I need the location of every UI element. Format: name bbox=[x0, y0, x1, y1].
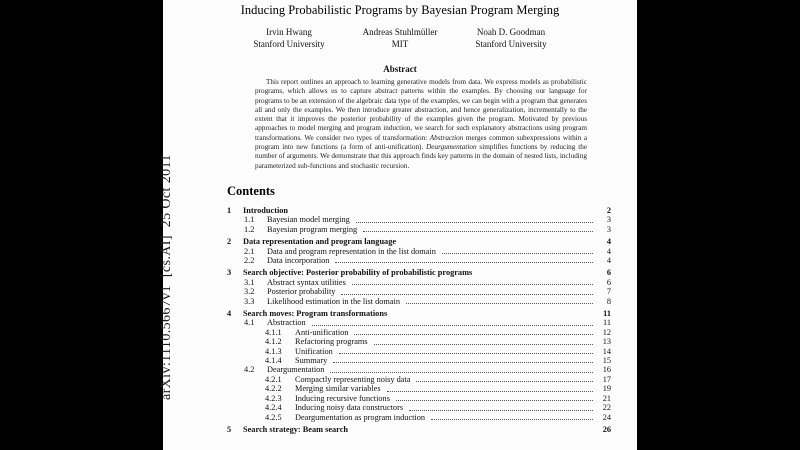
toc-entry-title: Anti-unification bbox=[295, 327, 349, 337]
toc-entry-title: Abstract syntax utilities bbox=[267, 277, 346, 287]
abstract-heading: Abstract bbox=[383, 64, 417, 74]
toc-entry-title: Merging similar variables bbox=[295, 384, 381, 394]
toc-entry-number: 2.1 bbox=[244, 246, 255, 256]
toc-entry-title: Data representation and program language bbox=[243, 237, 397, 247]
toc-entry bbox=[227, 297, 611, 306]
toc-entry-number: 4.2.4 bbox=[265, 403, 282, 413]
paper-title: Inducing Probabilistic Programs by Bayesian Program Merging bbox=[240, 3, 560, 17]
toc-entry-title: Abstraction bbox=[267, 318, 306, 328]
toc-entry-page: 14 bbox=[602, 346, 611, 356]
toc-leader-dots bbox=[312, 325, 593, 326]
toc-leader-dots bbox=[431, 419, 593, 420]
toc-entry-page: 17 bbox=[602, 374, 611, 384]
toc-entry-page: 26 bbox=[602, 424, 611, 434]
toc-entry-title: Refactoring programs bbox=[295, 337, 368, 347]
toc-entry bbox=[227, 256, 611, 265]
paper-page bbox=[159, 0, 637, 450]
toc-entry-number: 4.1 bbox=[244, 318, 255, 328]
toc-entry-title: Deargumentation as program induction bbox=[295, 412, 426, 422]
toc-entry-page: 6 bbox=[606, 268, 611, 278]
toc-entry-page: 11 bbox=[603, 309, 611, 319]
toc-entry-number: 5 bbox=[227, 424, 232, 434]
author-affiliation: Stanford University bbox=[475, 38, 547, 49]
abstract-segment: This report outlines an approach to learning generative models from data. We express models as probabilistic programs, which allows us to capture abstract patterns within the examples. By choosing our language for programs to be an extension of the algebraic data type of the examples, we can begin with a program that generates all and only the examples. We then introduce greater abstraction, and hence generalization, incrementally to the extent that it improves the posterior probability of the examples given the program. Motivated by previous approaches to model merging and program induction, we search for such explanatory abstractions using program transformations. We consider two types of transformation: bbox=[255, 78, 587, 142]
toc-entry-page: 19 bbox=[602, 384, 611, 394]
toc-entry bbox=[227, 309, 611, 318]
toc-leader-dots bbox=[354, 334, 593, 335]
toc-leader-dots bbox=[363, 231, 593, 232]
toc-entry bbox=[227, 206, 611, 215]
toc-entry bbox=[227, 365, 611, 374]
toc-entry-page: 24 bbox=[602, 412, 611, 422]
toc-entry-title: Bayesian model merging bbox=[267, 215, 350, 225]
toc-entry-number: 3.2 bbox=[244, 287, 255, 297]
toc-entry-title: Likelihood estimation in the list domain bbox=[267, 296, 400, 306]
toc-entry-number: 3.1 bbox=[244, 277, 255, 287]
toc-leader-dots bbox=[396, 400, 593, 401]
arxiv-watermark: arXiv:1110.5667v1 [cs.AI] 25 Oct 2011 bbox=[159, 154, 174, 400]
toc-entry-page: 13 bbox=[602, 337, 611, 347]
toc-entry-number: 4.1.1 bbox=[265, 327, 282, 337]
toc-entry-title: Inducing recursive functions bbox=[295, 393, 390, 403]
author-block bbox=[253, 27, 324, 50]
toc-entry-page: 4 bbox=[606, 256, 611, 265]
author-name: Noah D. Goodman bbox=[476, 27, 546, 37]
toc-leader-dots bbox=[352, 284, 593, 285]
toc-entry-number: 4.2 bbox=[244, 365, 255, 375]
toc-leader-dots bbox=[341, 294, 593, 295]
toc-leader-dots bbox=[339, 353, 593, 354]
toc-entry bbox=[227, 375, 611, 384]
toc-leader-dots bbox=[442, 253, 593, 254]
toc-entry bbox=[227, 384, 611, 393]
toc-entry-number: 1.2 bbox=[244, 224, 255, 234]
toc-entry-page: 12 bbox=[602, 327, 611, 337]
toc-entry bbox=[227, 287, 611, 296]
abstract-text bbox=[255, 78, 587, 171]
author-block bbox=[363, 27, 438, 50]
toc-leader-dots bbox=[416, 381, 593, 382]
toc-entry-number: 4.1.4 bbox=[265, 356, 282, 366]
toc-leader-dots bbox=[409, 410, 593, 411]
toc-entry bbox=[227, 394, 611, 403]
toc-entry-number: 4.2.2 bbox=[265, 384, 282, 394]
toc-entry-page: 16 bbox=[602, 365, 611, 375]
toc-entry-number: 2 bbox=[227, 237, 232, 247]
contents-heading: Contents bbox=[227, 183, 275, 198]
toc-entry-number: 1.1 bbox=[244, 215, 255, 225]
toc-entry-number: 2.2 bbox=[244, 256, 255, 265]
toc-entry-page: 11 bbox=[603, 318, 611, 328]
toc-entry-title: Search objective: Posterior probability of probabilistic programs bbox=[243, 268, 473, 278]
toc-leader-dots bbox=[406, 303, 593, 304]
toc-entry-page: 3 bbox=[606, 224, 611, 234]
toc-entry bbox=[227, 268, 611, 277]
toc-entry-number: 4.1.3 bbox=[265, 346, 282, 356]
toc-entry-page: 22 bbox=[602, 403, 611, 413]
toc-entry-title: Unification bbox=[295, 346, 333, 356]
toc-entry-title: Compactly representing noisy data bbox=[295, 374, 411, 384]
toc-entry bbox=[227, 356, 611, 365]
toc-entry bbox=[227, 425, 611, 434]
toc-entry bbox=[227, 403, 611, 412]
toc-entry bbox=[227, 328, 611, 337]
abstract-segment: merges common subexpressions within a program into new functions (a form of anti-unification). bbox=[255, 133, 588, 152]
toc-entry-number: 4.2.3 bbox=[265, 393, 282, 403]
toc-entry-page: 4 bbox=[606, 246, 611, 256]
toc-entry-number: 4.1.2 bbox=[265, 337, 282, 347]
toc-leader-dots bbox=[356, 222, 593, 223]
toc-entry bbox=[227, 413, 611, 422]
toc-entry-number: 3 bbox=[227, 268, 232, 278]
toc-entry-title: Data and program representation in the list domain bbox=[267, 246, 436, 256]
toc-entry-page: 8 bbox=[606, 296, 611, 306]
toc-entry-page: 15 bbox=[602, 356, 611, 366]
toc-entry-number: 4 bbox=[227, 309, 232, 319]
toc-entry-title: Deargumentation bbox=[267, 365, 325, 375]
author-name: Andreas Stuhlmüller bbox=[362, 27, 438, 37]
toc-entry-title: Search moves: Program transformations bbox=[243, 309, 388, 319]
abstract-italic-term: Deargumentation bbox=[426, 143, 477, 152]
toc-entry-number: 1 bbox=[227, 205, 232, 215]
toc-entry-page: 4 bbox=[606, 237, 611, 247]
toc-leader-dots bbox=[335, 262, 593, 263]
toc-entry-page: 2 bbox=[606, 205, 611, 215]
toc-entry bbox=[227, 278, 611, 287]
author-block bbox=[475, 27, 546, 50]
abstract-segment: simplifies functions by reducing the number of arguments. We demonstrate that this approach finds key patterns in the domain of nested lists, including parameterized sub-functions and stochastic recursion. bbox=[255, 143, 588, 170]
toc-entry bbox=[227, 337, 611, 346]
author-affiliation: Stanford University bbox=[253, 38, 325, 49]
toc-entry-title: Data incorporation bbox=[267, 256, 330, 265]
toc-entry-number: 3.3 bbox=[244, 296, 255, 306]
toc-entry bbox=[227, 215, 611, 224]
toc-leader-dots bbox=[374, 344, 593, 345]
authors-row bbox=[163, 27, 637, 50]
toc-list bbox=[227, 206, 611, 434]
toc-entry-title: Bayesian program merging bbox=[267, 224, 358, 234]
toc-entry-page: 7 bbox=[606, 287, 611, 297]
abstract-italic-term: Abstraction bbox=[429, 133, 464, 142]
author-name: Irvin Hwang bbox=[266, 27, 312, 37]
toc-entry-number: 4.2.1 bbox=[265, 374, 282, 384]
toc-entry bbox=[227, 318, 611, 327]
toc-entry-title: Introduction bbox=[243, 205, 289, 215]
toc-entry-title: Search strategy: Beam search bbox=[243, 424, 348, 434]
toc-entry-page: 21 bbox=[602, 393, 611, 403]
toc-entry-page: 3 bbox=[606, 215, 611, 225]
toc-leader-dots bbox=[330, 372, 593, 373]
toc-entry-page: 6 bbox=[606, 277, 611, 287]
toc-entry-title: Posterior probability bbox=[267, 287, 336, 297]
toc-entry bbox=[227, 347, 611, 356]
toc-entry-title: Inducing noisy data constructors bbox=[295, 403, 404, 413]
toc-entry-number: 4.2.5 bbox=[265, 412, 282, 422]
toc-entry bbox=[227, 225, 611, 234]
toc-leader-dots bbox=[333, 362, 593, 363]
toc-entry bbox=[227, 237, 611, 246]
author-affiliation: MIT bbox=[391, 38, 409, 49]
toc-entry-title: Summary bbox=[295, 356, 328, 366]
toc-entry bbox=[227, 247, 611, 256]
toc-leader-dots bbox=[387, 391, 593, 392]
